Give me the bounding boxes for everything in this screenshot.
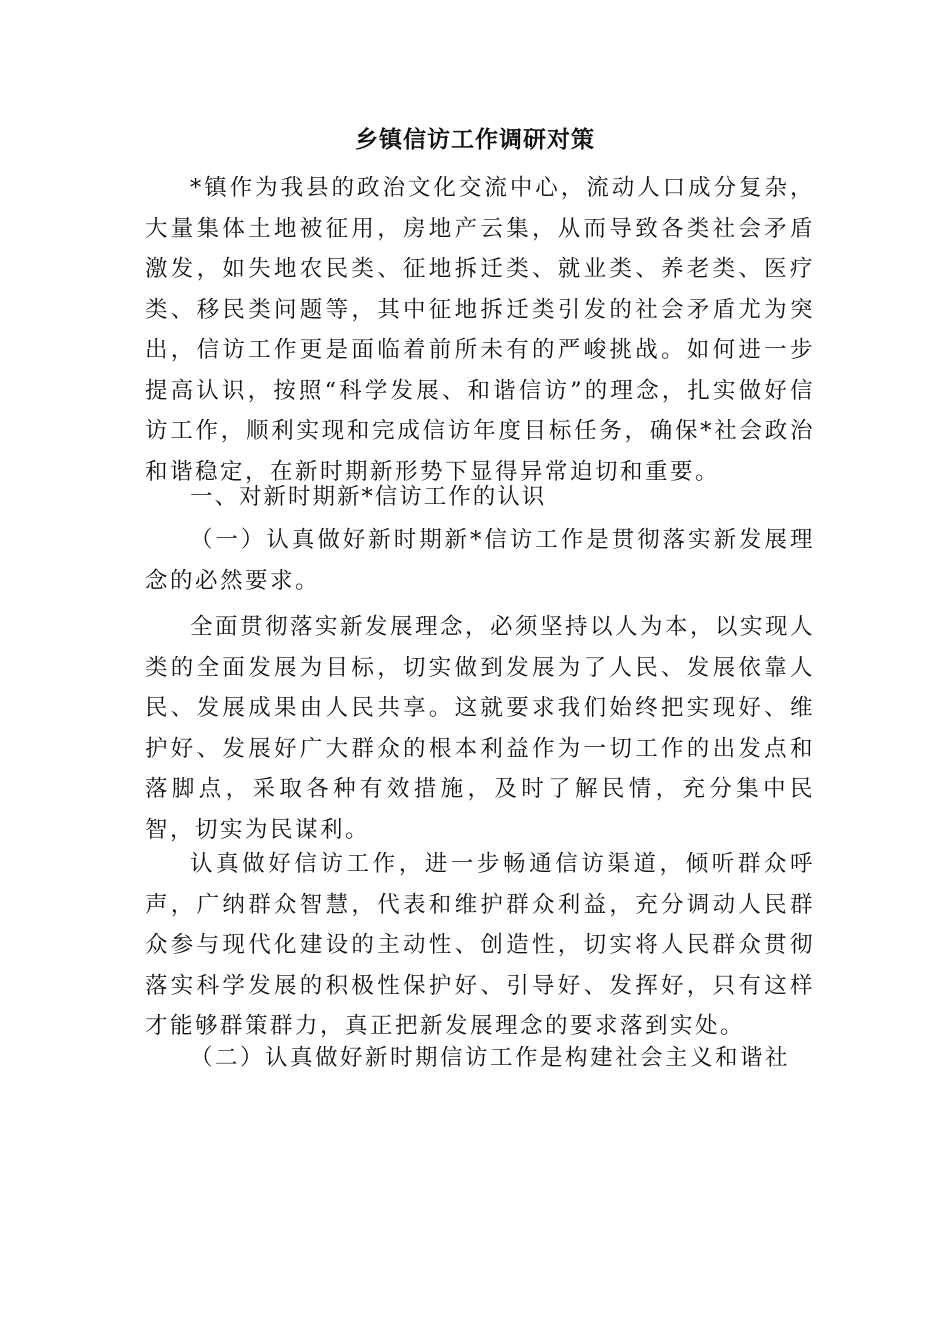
document-title: 乡镇信访工作调研对策 (355, 127, 595, 153)
body-paragraph-2: 认真做好信访工作，进一步畅通信访渠道，倾听群众呼声，广纳群众智慧，代表和维护群众利益，充分调动人民群众参与现代化建设的主动性、创造性，切实将人民群众贯彻落实科学发展的积极性保护好、引导好、发挥好，只有这样才能够群策群力，真正把新发展理念的要求落到实处。 (145, 851, 815, 1039)
subsection-heading-2: （二）认真做好新时期信访工作是构建社会主义和谐社 (190, 1045, 791, 1071)
section-heading-1: 一、对新时期新*信访工作的认识 (190, 484, 547, 510)
subsection-heading-1: （一）认真做好新时期新*信访工作是贯彻落实新发展理念的必然要求。 (145, 527, 815, 594)
body-paragraph-1: 全面贯彻落实新发展理念，必须坚持以人为本，以实现人类的全面发展为目标，切实做到发展为了人民、发展依靠人民、发展成果由人民共享。这就要求我们始终把实现好、维护好、发展好广大群众的根本利益作为一切工作的出发点和落脚点，采取各种有效措施，及时了解民情，充分集中民智，切实为民谋利。 (145, 614, 816, 843)
intro-paragraph: *镇作为我县的政治文化交流中心，流动人口成分复杂，大量集体土地被征用，房地产云集，从而导致各类社会矛盾激发，如失地农民类、征地拆迁类、就业类、养老类、医疗类、移民类问题等，其中征地拆迁类引发的社会矛盾尤为突出，信访工作更是面临着前所未有的严峻挑战。如何进一步提高认识，按照“科学发展、和谐信访”的理念，扎实做好信访工作，顺利实现和完成信访年度目标任务，确保*社会政治和谐稳定，在新时期新形势下显得异常迫切和重要。 (145, 175, 815, 485)
